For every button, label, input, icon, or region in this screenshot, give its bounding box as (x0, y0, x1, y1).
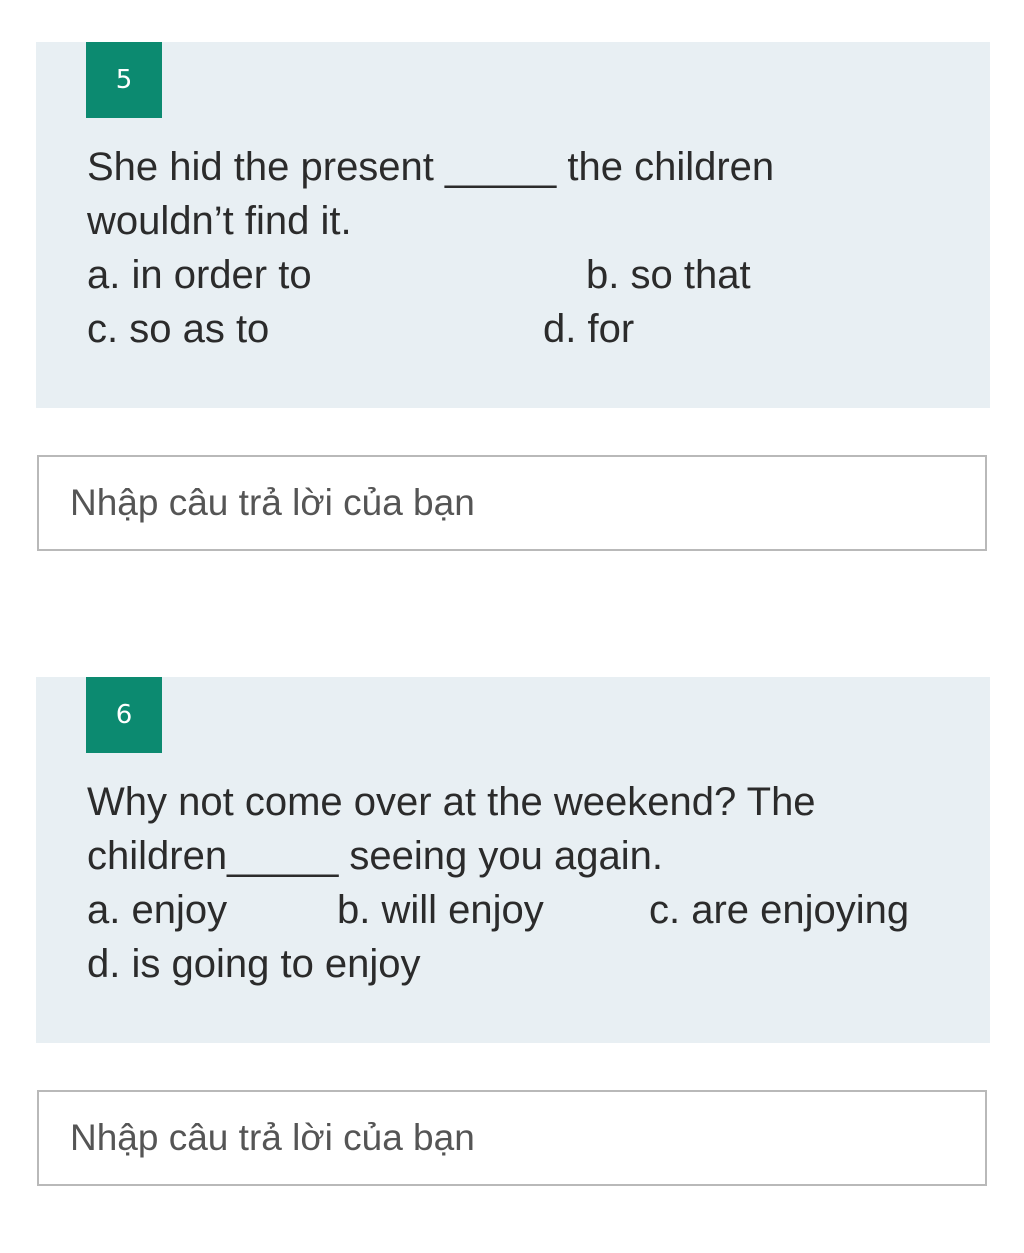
question-text-line-1: Why not come over at the weekend? The (87, 780, 816, 824)
question-number-badge: 6 (86, 677, 162, 753)
option-c: c. so as to (87, 307, 270, 351)
answer-input-5[interactable] (39, 457, 985, 549)
answer-input-6[interactable] (39, 1092, 985, 1184)
question-card-5 (36, 42, 990, 408)
question-number-badge: 5 (86, 42, 162, 118)
question-text-line-2: children_____ seeing you again. (87, 834, 663, 878)
answer-box-5 (37, 455, 987, 551)
answer-box-6 (37, 1090, 987, 1186)
option-b: b. will enjoy (337, 888, 544, 932)
option-a: a. enjoy (87, 888, 228, 932)
option-a: a. in order to (87, 253, 312, 297)
question-text-line-1: She hid the present _____ the children (87, 145, 775, 189)
question-card-6 (36, 677, 990, 1043)
question-text-line-2: wouldn’t find it. (87, 199, 352, 243)
option-b: b. so that (586, 253, 751, 297)
option-c: c. are enjoying (649, 888, 910, 932)
option-d: d. is going to enjoy (87, 942, 421, 986)
option-d: d. for (543, 307, 635, 351)
